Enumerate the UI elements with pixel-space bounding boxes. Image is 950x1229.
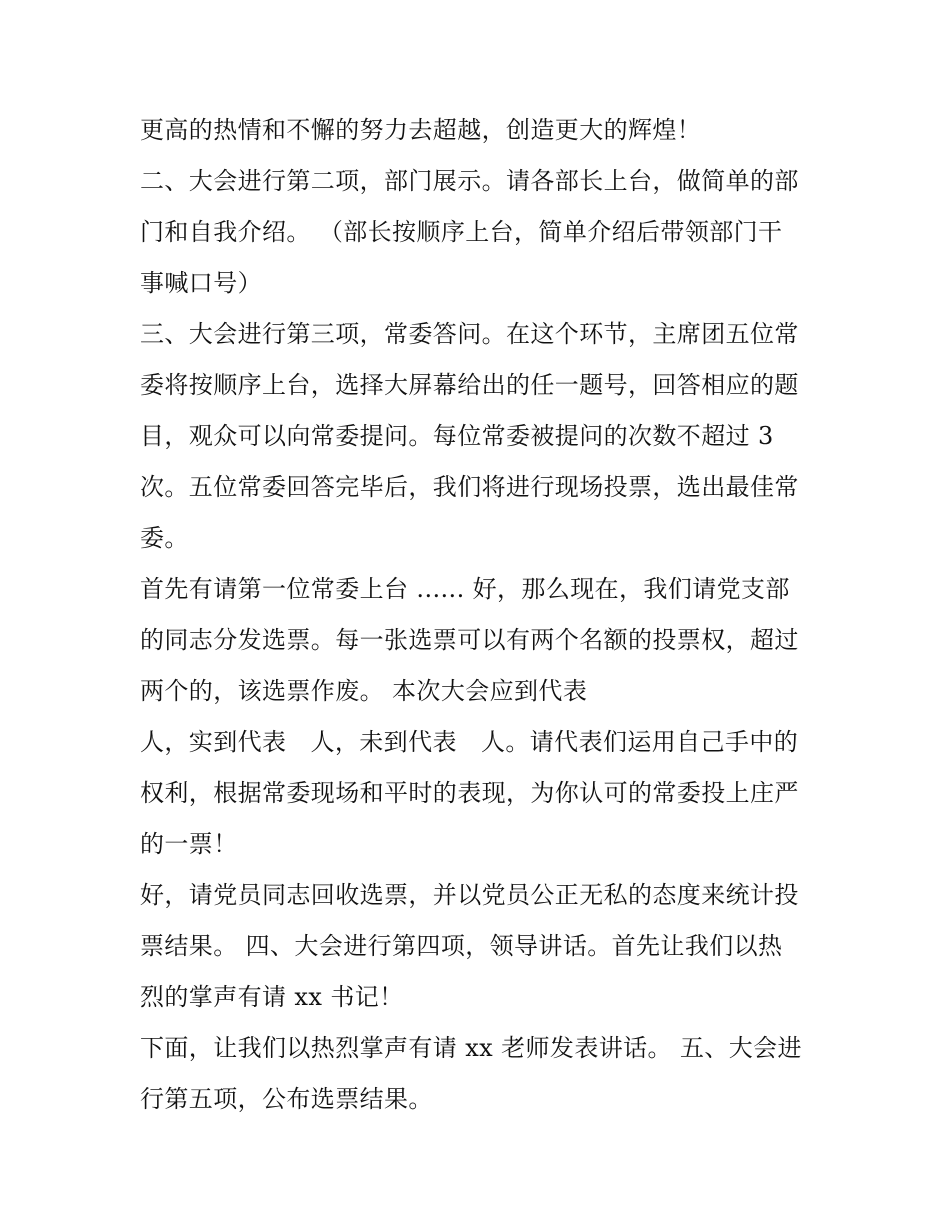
text-line: 权利，根据常委现场和平时的表现，为你认可的常委投上庄严: [140, 779, 799, 807]
text-line: 下面，让我们以热烈掌声有请 xx 老师发表讲话。 五、大会进: [140, 1034, 802, 1062]
text-line: 三、大会进行第三项，常委答问。在这个环节，主席团五位常: [140, 320, 799, 348]
text-line: 烈的掌声有请 xx 书记！: [140, 983, 404, 1011]
text-line: 两个的，该选票作废。 本次大会应到代表: [140, 677, 588, 705]
text-line: 行第五项，公布选票结果。: [140, 1085, 433, 1113]
text-line: 票结果。 四、大会进行第四项，领导讲话。首先让我们以热: [140, 932, 783, 960]
text-line: 更高的热情和不懈的努力去超越，创造更大的辉煌！: [140, 116, 702, 144]
text-line: 人，实到代表 人，未到代表 人。请代表们运用自己手中的: [140, 728, 799, 756]
text-line: 委。: [140, 524, 189, 552]
text-line: 的一票！: [140, 830, 238, 858]
text-line: 的同志分发选票。每一张选票可以有两个名额的投票权，超过: [140, 626, 799, 654]
text-line: 二、大会进行第二项，部门展示。请各部长上台，做简单的部: [140, 167, 799, 195]
text-line: 次。五位常委回答完毕后，我们将进行现场投票，选出最佳常: [140, 473, 799, 501]
text-line: 委将按顺序上台，选择大屏幕给出的任一题号，回答相应的题: [140, 371, 799, 399]
text-line: 好，请党员同志回收选票，并以党员公正无私的态度来统计投: [140, 881, 799, 909]
text-line: 事喊口号）: [140, 269, 262, 297]
text-line: 首先有请第一位常委上台 ...... 好，那么现在，我们请党支部: [140, 575, 790, 603]
text-line: 门和自我介绍。 （部长按顺序上台，简单介绍后带领部门干: [140, 218, 783, 246]
text-line: 目，观众可以向常委提问。每位常委被提问的次数不超过 3: [140, 422, 774, 450]
